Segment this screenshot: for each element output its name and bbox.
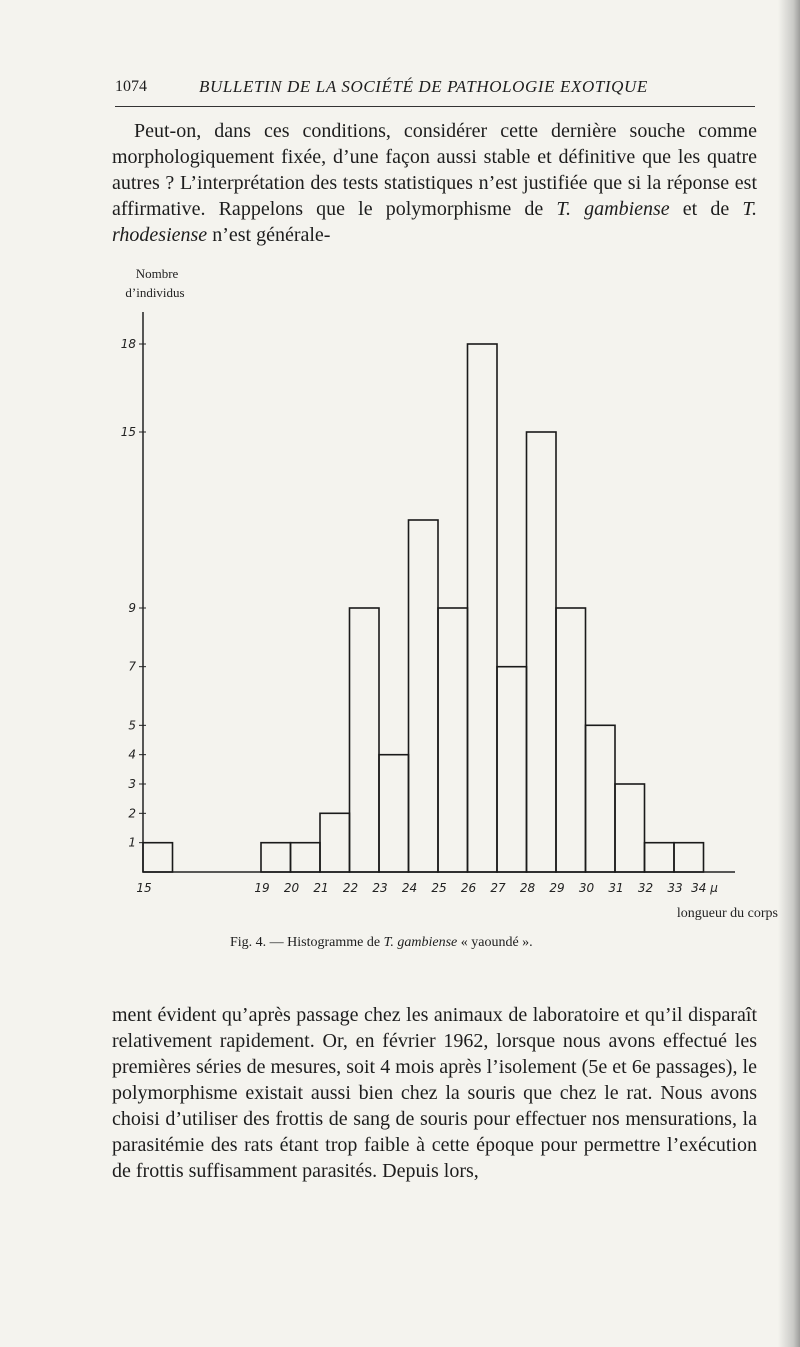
caption-suffix: « yaoundé ». <box>457 935 533 950</box>
x-tick-label: 26 <box>460 881 477 895</box>
y-tick-label: 7 <box>128 659 136 674</box>
x-ticks <box>136 881 718 895</box>
histogram-bar <box>350 608 380 872</box>
y-tick-label: 3 <box>128 777 136 791</box>
y-tick-label: 18 <box>120 337 136 351</box>
histogram-bar <box>497 667 527 872</box>
x-tick-label: 34 µ <box>691 881 718 895</box>
species-name: T. rhodesiense <box>112 198 757 246</box>
histogram-bar <box>438 608 468 872</box>
journal-title: BULLETIN DE LA SOCIÉTÉ DE PATHOLOGIE EXOTIQUE <box>199 77 648 96</box>
x-tick-label: 22 <box>342 881 359 895</box>
y-axis-label-line2: d’individus <box>125 285 185 300</box>
x-tick-label: 29 <box>549 881 565 895</box>
histogram-bar <box>261 843 291 872</box>
histogram-bar <box>291 843 321 872</box>
y-tick-label: 9 <box>128 601 136 615</box>
y-tick-label: 15 <box>120 425 136 439</box>
y-axis-label-line1: Nombre <box>135 266 179 281</box>
x-tick-label: 32 <box>637 881 654 895</box>
y-tick-label: 2 <box>128 806 136 821</box>
text-run: n’est générale- <box>207 224 331 246</box>
x-tick-label: 19 <box>254 881 270 895</box>
x-tick-label: 20 <box>283 881 300 895</box>
text-run: et de <box>669 198 743 220</box>
species-name: T. gambiense <box>556 198 670 220</box>
y-tick-label: 1 <box>128 835 136 850</box>
histogram-bar <box>674 843 704 872</box>
histogram-bar <box>143 843 173 872</box>
x-tick-label: 24 <box>401 881 418 895</box>
figure-caption <box>230 935 533 951</box>
x-tick-label: 30 <box>578 881 595 895</box>
running-header <box>115 72 755 107</box>
paragraph-top-text <box>112 118 757 248</box>
histogram-bars <box>143 344 704 872</box>
y-tick-label: 5 <box>128 718 136 733</box>
histogram-figure <box>0 260 800 930</box>
text-run: Peut-on, dans ces conditions, considérer cette dernière souche comme morphologiquement fixée, d’une façon aussi stable et définitive que les quatre autres ? L’interprétation des tests statistiques n’est justifiée que si la réponse est affirmative. Rappelons que le polymorphisme de <box>112 120 757 220</box>
x-axis-label: longueur du corps <box>676 906 778 921</box>
x-tick-label: 27 <box>490 881 506 895</box>
x-tick-label: 25 <box>431 881 447 895</box>
paragraph-bottom <box>112 1002 757 1184</box>
histogram-bar <box>556 608 586 872</box>
x-tick-label: 33 <box>667 881 683 895</box>
y-tick-label: 4 <box>128 747 136 762</box>
histogram-bar <box>586 725 616 872</box>
histogram-bar <box>320 813 350 872</box>
histogram-bar <box>379 755 409 872</box>
x-tick-label: 21 <box>313 881 329 895</box>
x-tick-label: 23 <box>372 881 388 895</box>
histogram-bar <box>527 432 557 872</box>
y-ticks <box>121 337 146 850</box>
page-number: 1074 <box>115 78 147 95</box>
histogram-bar <box>409 520 439 872</box>
caption-prefix: Fig. 4. — Histogramme de <box>230 935 384 950</box>
x-tick-label: 31 <box>608 881 624 895</box>
paragraph-top <box>112 118 757 248</box>
histogram-bar <box>645 843 675 872</box>
caption-species: T. gambiense <box>383 935 458 950</box>
paragraph-bottom-text: ment évident qu’après passage chez les animaux de laboratoire et qu’il disparaît relativement rapidement. Or, en février 1962, lorsque nous avons effectué les premières séries de mesures, soit 4 mois après l’isolement (5e et 6e passages), le polymorphisme existait aussi bien chez la souris que chez le rat. Nous avons choisi d’utiliser des frottis de sang de souris pour effectuer nos mensurations, la parasitémie des rats étant trop faible à cette époque pour permettre l’exécution de frottis suffisamment parasités. Depuis lors, <box>112 1004 757 1182</box>
histogram-bar <box>468 344 498 872</box>
x-tick-label: 15 <box>136 881 152 895</box>
x-tick-label: 28 <box>519 881 536 895</box>
histogram-bar <box>615 784 645 872</box>
